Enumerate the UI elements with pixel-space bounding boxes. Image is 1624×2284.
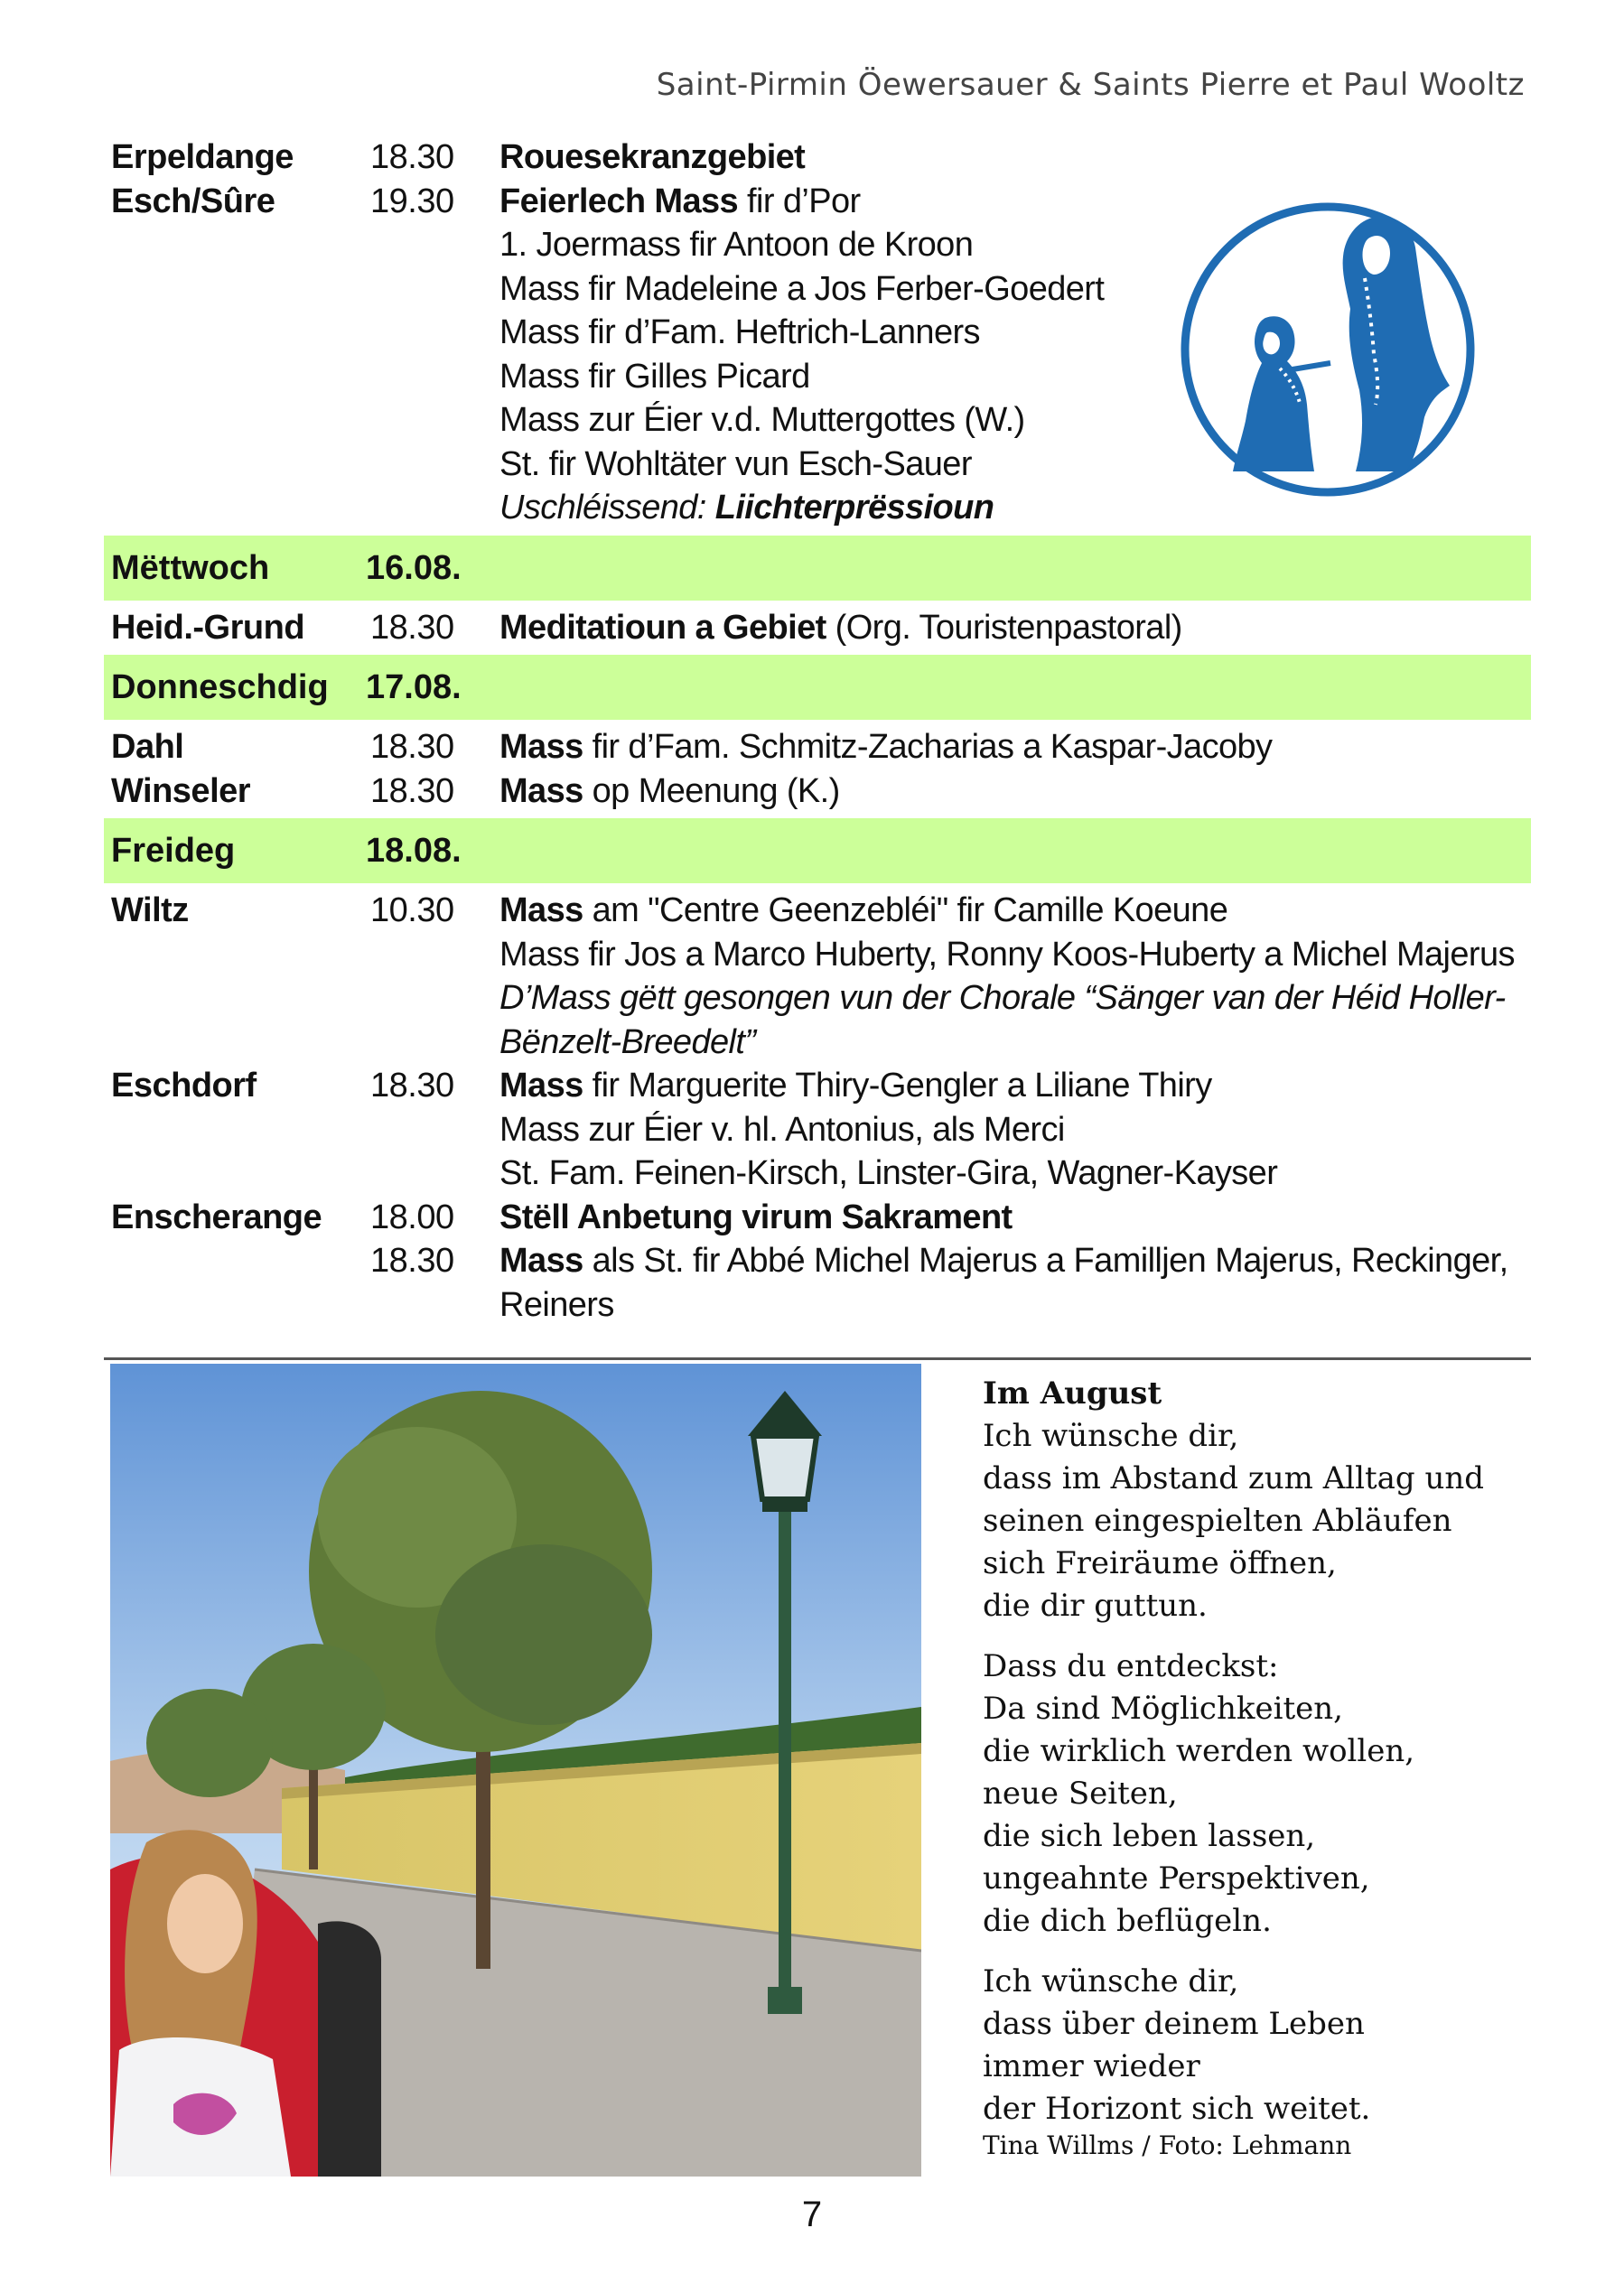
mass-time: 18.30 [370, 728, 454, 766]
entry-detail: St. Fam. Feinen-Kirsch, Linster-Gira, Wagner-Kayser [499, 1154, 1278, 1192]
schedule-line [104, 1283, 1531, 1328]
entry-detail: fir d’Fam. Schmitz-Zacharias a Kaspar-Jacoby [583, 728, 1273, 766]
entry-text [499, 976, 1506, 1021]
entry-detail: Reiners [499, 1285, 614, 1324]
entry-title: Mass [499, 891, 583, 929]
mass-time: 18.30 [370, 1067, 454, 1105]
poem-line: Dass du entdeckst: [983, 1648, 1279, 1684]
poem-line: Ich wünsche dir, [983, 1963, 1239, 2000]
entry-text [499, 1108, 1065, 1152]
schedule-line [104, 933, 1531, 977]
section-divider [104, 1357, 1531, 1360]
day-date: 16.08. [366, 548, 462, 587]
entry-detail: als St. fir Abbé Michel Majerus a Familljen Majerus, Reckinger, [583, 1242, 1508, 1280]
day-name: Mëttwoch [111, 548, 270, 587]
poem-line: die dich beflügeln. [983, 1903, 1272, 1939]
day-header-band [104, 536, 1531, 601]
day-date: 17.08. [366, 668, 462, 706]
entry-text [499, 135, 805, 180]
entry-text [499, 1283, 614, 1328]
entry-detail: Mass fir Jos a Marco Huberty, Ronny Koos-Huberty a Michel Majerus [499, 935, 1515, 974]
page-header: Saint-Pirmin Öewersauer & Saints Pierre et Paul Wooltz [656, 67, 1525, 103]
entry-text [499, 606, 1182, 650]
entry-note: Uschléissend: [499, 489, 715, 527]
poem-line: die sich leben lassen, [983, 1818, 1316, 1854]
schedule-line [104, 1151, 1531, 1196]
poem-line: immer wieder [983, 2048, 1200, 2084]
day-name: Donneschdig [111, 668, 329, 706]
entry-text [499, 398, 1025, 443]
entry-text [499, 443, 972, 487]
poem-line: sich Freiräume öffnen, [983, 1545, 1337, 1581]
entry-text [499, 1151, 1277, 1196]
poem-line: dass im Abstand zum Alltag und [983, 1460, 1485, 1496]
poem-line: Ich wünsche dir, [983, 1418, 1239, 1454]
mass-time: 18.30 [370, 1242, 454, 1280]
schedule-section [104, 725, 1531, 813]
schedule-line [104, 1196, 1531, 1240]
place-name: Erpeldange [111, 138, 294, 176]
entry-title: Mass [499, 728, 583, 766]
page-number: 7 [801, 2195, 823, 2234]
poem-line: Da sind Möglichkeiten, [983, 1691, 1343, 1727]
poem-line: dass über deinem Leben [983, 2006, 1365, 2042]
entry-note-emphasis: Liichterprëssioun [714, 489, 994, 527]
poem-line: ungeahnte Perspektiven, [983, 1860, 1370, 1897]
entry-detail: Mass zur Éier v. hl. Antonius, als Merci [499, 1110, 1065, 1149]
poem-line: die dir guttun. [983, 1588, 1208, 1624]
schedule-line [104, 889, 1531, 933]
entry-detail: Mass fir Madeleine a Jos Ferber-Goedert [499, 269, 1105, 308]
poem-line: der Horizont sich weitet. [983, 2091, 1371, 2127]
entry-detail: Mass fir Gilles Picard [499, 357, 810, 396]
poem-stanza [983, 1961, 1525, 2130]
entry-detail: fir Marguerite Thiry-Gengler a Liliane Thiry [583, 1067, 1212, 1105]
entry-text [499, 1021, 755, 1065]
entry-text [499, 311, 980, 355]
day-header-band [104, 818, 1531, 883]
entry-detail: (Org. Touristenpastoral) [826, 608, 1182, 647]
schedule-line [104, 1064, 1531, 1108]
entry-detail: Mass zur Éier v.d. Muttergottes (W.) [499, 401, 1025, 439]
mass-time: 18.30 [370, 138, 454, 176]
entry-text [499, 725, 1272, 769]
poem-credit: Tina Willms / Foto: Lehmann [983, 2130, 1352, 2160]
entry-title: Mass [499, 1242, 583, 1280]
schedule-line [104, 976, 1531, 1021]
entry-text [499, 889, 1227, 933]
poem-im-august [983, 1373, 1525, 2161]
poem-line: neue Seiten, [983, 1776, 1178, 1812]
schedule-line [104, 769, 1531, 814]
mass-time: 18.30 [370, 608, 454, 647]
entry-text [499, 1239, 1508, 1283]
schedule-section [104, 606, 1531, 650]
schedule-line [104, 725, 1531, 769]
poem-stanza [983, 1415, 1525, 1627]
place-name: Winseler [111, 771, 251, 810]
photo-girl-in-red-car-with-tree-and-lamp [110, 1364, 921, 2177]
place-name: Dahl [111, 728, 184, 766]
poem-line: seinen eingespielten Abläufen [983, 1503, 1452, 1539]
entry-note: Bënzelt-Breedelt” [499, 1022, 756, 1061]
entry-title: Mass [499, 771, 583, 810]
entry-title: Stëll Anbetung virum Sakrament [499, 1198, 1013, 1236]
schedule-line [104, 135, 1531, 180]
day-header-band [104, 655, 1531, 720]
entry-detail: am "Centre Geenzebléi" fir Camille Koeune [583, 891, 1228, 929]
poem-stanza [983, 1645, 1525, 1943]
mass-time: 19.30 [370, 182, 454, 220]
entry-text [499, 933, 1515, 977]
day-date: 18.08. [366, 832, 462, 870]
mass-time: 10.30 [370, 891, 454, 929]
place-name: Wiltz [111, 891, 189, 929]
place-name: Eschdorf [111, 1067, 257, 1105]
entry-text [499, 223, 973, 267]
rosary-prayer-logo-icon [1179, 200, 1477, 499]
entry-text [499, 180, 861, 224]
entry-title: Meditatioun a Gebiet [499, 608, 826, 647]
schedule-line [104, 606, 1531, 650]
poem-line: die wirklich werden wollen, [983, 1733, 1415, 1769]
mass-time: 18.00 [370, 1198, 454, 1236]
mass-time: 18.30 [370, 771, 454, 810]
place-name: Heid.-Grund [111, 608, 305, 647]
entry-text [499, 355, 810, 399]
entry-detail: op Meenung (K.) [583, 771, 840, 810]
schedule-line [104, 1108, 1531, 1152]
entry-text [499, 1064, 1212, 1108]
entry-text [499, 769, 840, 814]
entry-text [499, 486, 994, 530]
entry-text [499, 1196, 1013, 1240]
schedule-line [104, 1239, 1531, 1283]
entry-title: Feierlech Mass [499, 182, 739, 220]
entry-detail: Mass fir d’Fam. Heftrich-Lanners [499, 313, 980, 351]
entry-note: D’Mass gëtt gesongen vun der Chorale “Sänger van der Héid Holler- [499, 979, 1506, 1017]
entry-detail: fir d’Por [738, 182, 861, 220]
entry-title: Rouesekranzgebiet [499, 138, 806, 176]
entry-detail: St. fir Wohltäter vun Esch-Sauer [499, 444, 972, 483]
place-name: Enscherange [111, 1198, 322, 1236]
schedule-section [104, 889, 1531, 1327]
schedule-line [104, 1021, 1531, 1065]
place-name: Esch/Sûre [111, 182, 275, 220]
entry-title: Mass [499, 1067, 583, 1105]
entry-text [499, 267, 1104, 312]
entry-detail: 1. Joermass fir Antoon de Kroon [499, 226, 974, 264]
poem-title: Im August [983, 1375, 1162, 1412]
day-name: Freideg [111, 832, 236, 870]
